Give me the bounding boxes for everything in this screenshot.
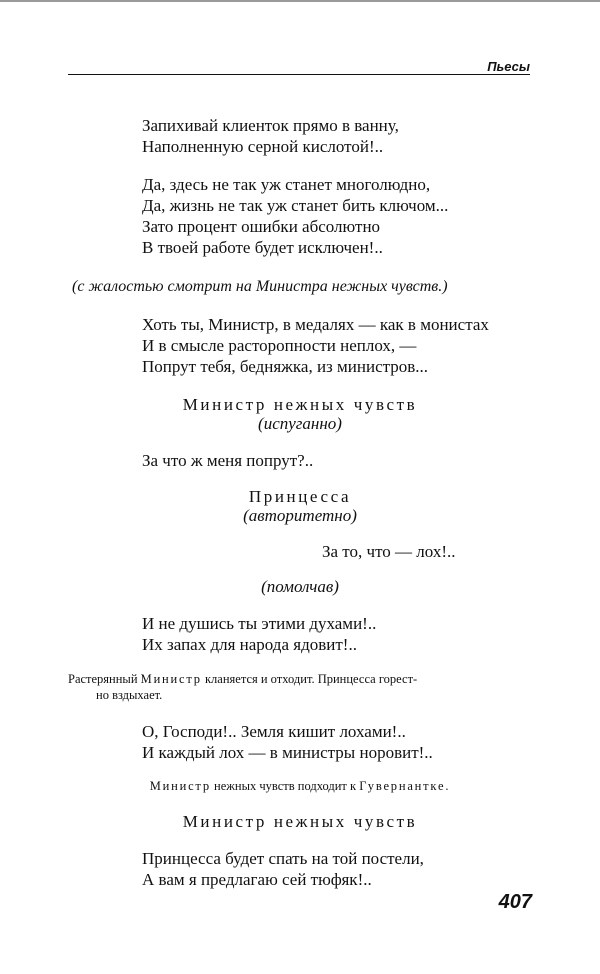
- verse-line: В твоей работе будет исключен!..: [142, 238, 383, 257]
- speaker-direction: (испуганно): [258, 414, 342, 433]
- verse-line: За что ж меня попрут?..: [142, 451, 314, 470]
- page-number: 407: [498, 891, 532, 913]
- narration-text: кланяется и отходит. Принцесса горест-: [204, 672, 418, 686]
- verse-line: Зато процент ошибки абсолютно: [142, 217, 381, 236]
- verse-line: Наполненную серной кислотой!..: [142, 137, 384, 156]
- verse-line: Их запах для народа ядовит!..: [142, 635, 357, 654]
- top-edge-line: [0, 0, 600, 2]
- verse-line: И в смысле расторопности неплох, —: [142, 336, 417, 355]
- verse-line: Да, здесь не так уж станет многолюдно,: [142, 175, 431, 194]
- narration: [0, 776, 600, 797]
- verse-line: И каждый лох — в министры норовит!..: [142, 743, 433, 762]
- speaker-name: Министр нежных чувств: [182, 812, 418, 831]
- verse-line: И не душись ты этими духами!..: [142, 614, 377, 633]
- verse-line: А вам я предлагаю сей тюфяк!..: [142, 870, 372, 889]
- verse-line: Принцесса будет спать на той постели,: [142, 849, 424, 868]
- verse-line: Попрут тебя, бедняжка, из министров...: [142, 357, 429, 376]
- narration-character: Министр: [140, 672, 202, 686]
- verse-line: О, Господи!.. Земля кишит лохами!..: [142, 722, 406, 741]
- header-rule: [68, 74, 530, 75]
- running-header: Пьесы: [487, 59, 530, 74]
- narration-text: Растерянный: [68, 672, 138, 686]
- verse-line: За то, что — лох!..: [322, 542, 456, 561]
- stage-direction: (с жалостью смотрит на Министра нежных чувств.): [72, 278, 448, 295]
- speaker-name: Министр нежных чувств: [182, 395, 418, 414]
- speaker-name: Принцесса: [248, 487, 352, 506]
- narration-character: Гувернантке.: [359, 779, 451, 793]
- verse-line: Да, жизнь не так уж станет бить ключом...: [142, 196, 449, 215]
- verse-line: Запихивай клиенток прямо в ванну,: [142, 116, 399, 135]
- narration-continued: но вздыхает.: [96, 688, 163, 702]
- verse-line: Хоть ты, Министр, в медалях — как в монистах: [142, 315, 489, 334]
- speaker-direction: (авторитетно): [243, 506, 357, 525]
- stage-direction: (помолчав): [261, 577, 339, 596]
- narration-character: Министр: [149, 779, 211, 793]
- narration-text: нежных чувств подходит к: [214, 779, 357, 793]
